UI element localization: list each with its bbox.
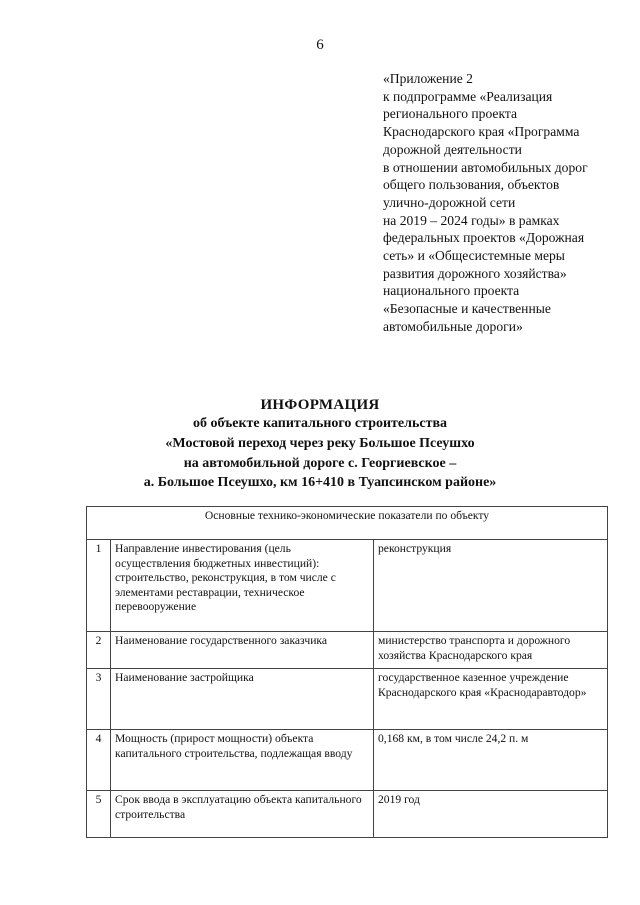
- appendix-line: развития дорожного хозяйства»: [383, 265, 567, 281]
- table-row: [87, 632, 608, 669]
- appendix-line: федеральных проектов «Дорожная: [383, 230, 585, 246]
- appendix-reference: [383, 70, 633, 336]
- table-header-row: [87, 507, 608, 540]
- heading-line: а. Большое Псеушхо, км 16+410 в Туапсинском районе»: [143, 475, 497, 491]
- row-number: 4: [87, 730, 111, 791]
- document-title: ИНФОРМАЦИЯ: [260, 397, 380, 413]
- appendix-line: к подпрограмме «Реализация: [383, 88, 553, 104]
- heading-line: «Мостовой переход через реку Большое Псеушхо: [165, 435, 475, 451]
- appendix-line: национального проекта: [383, 283, 520, 299]
- row-value: государственное казенное учреждение Краснодарского края «Краснодаравтодор»: [374, 669, 608, 730]
- appendix-line: общего пользования, объектов: [383, 177, 560, 193]
- appendix-line: регионального проекта: [383, 106, 518, 122]
- row-number: 1: [87, 540, 111, 632]
- appendix-line: дорожной деятельности: [383, 141, 522, 157]
- row-value: реконструкция: [374, 540, 608, 632]
- table-row: [87, 669, 608, 730]
- appendix-line: «Приложение 2: [383, 71, 473, 86]
- row-label: Наименование застройщика: [111, 669, 374, 730]
- table-row: [87, 730, 608, 791]
- document-heading: [0, 396, 640, 493]
- row-value: 0,168 км, в том числе 24,2 п. м: [374, 730, 608, 791]
- appendix-line: «Безопасные и качественные: [383, 301, 551, 317]
- table-row: [87, 791, 608, 838]
- row-value: министерство транспорта и дорожного хозяйства Краснодарского края: [374, 632, 608, 669]
- heading-line: на автомобильной дороге с. Георгиевское –: [183, 455, 457, 471]
- appendix-line: Краснодарского края «Программа: [383, 124, 580, 140]
- appendix-line: в отношении автомобильных дорог: [383, 159, 588, 175]
- page-number: 6: [316, 37, 324, 53]
- appendix-line: автомобильные дороги»: [383, 318, 523, 334]
- table-header: Основные технико-экономические показатели по объекту: [87, 507, 608, 540]
- row-label: Направление инвестирования (цель осуществления бюджетных инвестиций): строительство, реконструкция, в том числе с элементами реставрации, техническое перевооружение: [111, 540, 374, 632]
- heading-line: об объекте капитального строительства: [192, 416, 448, 431]
- appendix-line: на 2019 – 2024 годы» в рамках: [383, 212, 560, 228]
- row-label: Мощность (прирост мощности) объекта капитального строительства, подлежащая вводу: [111, 730, 374, 791]
- table-row: [87, 540, 608, 632]
- row-label: Наименование государственного заказчика: [111, 632, 374, 669]
- row-label: Срок ввода в эксплуатацию объекта капитального строительства: [111, 791, 374, 838]
- row-value: 2019 год: [374, 791, 608, 838]
- row-number: 3: [87, 669, 111, 730]
- appendix-line: улично-дорожной сети: [383, 194, 516, 210]
- appendix-line: сеть» и «Общесистемные меры: [383, 248, 565, 264]
- indicators-table: [86, 506, 608, 838]
- row-number: 2: [87, 632, 111, 669]
- row-number: 5: [87, 791, 111, 838]
